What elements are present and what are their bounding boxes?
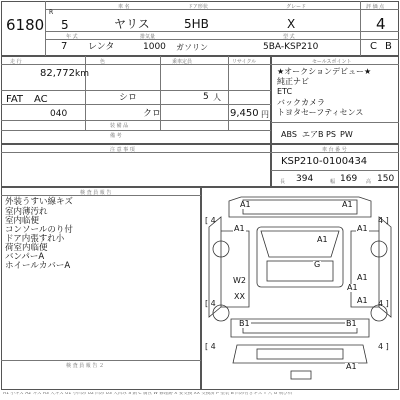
header-label-doors: ドア形状 — [188, 4, 208, 10]
score: 4 — [376, 15, 386, 33]
mark-a1-left-front: A1 — [234, 224, 245, 233]
comment-8: ホイールカバーA — [5, 261, 71, 271]
label-chassis: 車 台 番 号 — [322, 147, 347, 153]
label-size-h: 高 — [366, 179, 372, 185]
equip-abs: ABS — [281, 130, 297, 139]
comment-4: コンソールのり付 — [5, 225, 73, 235]
label-recycle: リサイクル — [232, 59, 257, 65]
bracket-tl: [ 4 — [205, 216, 216, 225]
grade: X — [287, 17, 296, 31]
mileage-value: 82,772 — [40, 68, 75, 79]
mileage-unit: km — [75, 69, 89, 79]
mark-w2: W2 — [233, 276, 246, 285]
model-year: 5 — [61, 18, 69, 32]
engine-cc: 1000 — [143, 42, 166, 52]
comment-1: 外装うすい線キズ — [5, 197, 73, 207]
model-code: 5BA-KSP210 — [263, 42, 319, 52]
equip-ps: PS — [326, 130, 336, 139]
width-value: 169 — [340, 174, 358, 184]
mark-b1-left: B1 — [239, 319, 250, 328]
recycle-fee: 9,450 — [230, 108, 259, 119]
mark-xx: XX — [234, 292, 245, 301]
footer-legend: A1 小キズ A2 キズ A3 大キズ U1 小凹み U2 凹み U3 大凹み S 錆 C 腐食 W 修理跡 X 要交換 XX 交換済 P 塗装 B 凹み付きキズ Y 穴 G 飛び石 — [3, 392, 293, 396]
sales-point-3: ETC — [277, 87, 293, 96]
equip-airbag: エアB — [302, 130, 324, 139]
mark-a1-right-front: A1 — [357, 224, 368, 233]
comment-6: 荷室内临便 — [5, 243, 48, 253]
bracket-tr: 4 ] — [378, 216, 389, 225]
comment-3: 室内临便 — [5, 216, 40, 226]
comment-5: ドア内張すれ小 — [5, 234, 65, 244]
label-sales-points: セールスポイント — [312, 59, 352, 65]
label-section-bottom: 検 査 員 報 告 ２ — [66, 363, 104, 369]
mark-a1-roof-right: A1 — [342, 200, 353, 209]
sales-point-2: 純正ナビ — [277, 77, 309, 86]
doors-body: 5HB — [184, 17, 209, 31]
mark-g: G — [314, 260, 321, 269]
sales-point-5: トヨタセーフティセンス — [277, 108, 364, 117]
car-rear-view — [233, 345, 367, 363]
car-diagram-svg — [201, 187, 399, 390]
interior-grade: C — [370, 41, 377, 52]
label-size-w: 幅 — [330, 179, 336, 185]
header-label-color-code: 年 式 — [66, 34, 78, 40]
comment-2: 室内薄汚れ — [5, 207, 48, 217]
seats-unit: 人 — [213, 93, 221, 102]
model-name: ヤリス — [114, 17, 150, 31]
label-mileage: 走 行 — [10, 59, 22, 65]
label-section3: 備 考 — [110, 133, 122, 139]
lot-number: 6180 — [6, 16, 45, 34]
mark-a1-right-2: A1 — [347, 283, 358, 292]
bracket-br: 4 ] — [378, 342, 389, 351]
color-code: レンタ — [88, 42, 115, 52]
ac: AC — [34, 94, 48, 105]
height-value: 150 — [377, 174, 395, 184]
header-label-score: 評 価 点 — [366, 4, 385, 10]
label-size-l: 長 — [280, 179, 286, 185]
cabin — [267, 261, 333, 281]
sales-point-4: バックカメラ — [277, 98, 325, 107]
bracket-ml: [ 4 — [205, 299, 216, 308]
length-value: 394 — [296, 174, 314, 184]
mark-a1-right-3: A1 — [357, 296, 368, 305]
rear-window — [243, 323, 357, 333]
mark-a1-bottom: A1 — [346, 362, 357, 371]
label-color: 色 — [100, 59, 106, 65]
fuel: ガソリン — [176, 43, 208, 52]
header-label-cc: 排気量 — [140, 34, 156, 40]
mark-a1-roof-left: A1 — [240, 200, 251, 209]
sales-point-1: ★オークションデビュー★ — [277, 67, 372, 76]
mark-b1-right: B1 — [346, 319, 357, 328]
color-number: 040 — [50, 109, 68, 119]
bracket-bl: [ 4 — [205, 342, 216, 351]
month: 7 — [61, 41, 68, 52]
header-label-model-code: 型 式 — [283, 34, 295, 40]
remarks-section — [1, 144, 271, 187]
equip-pw: PW — [340, 130, 353, 139]
bracket-mr: 4 ] — [378, 299, 389, 308]
chassis-number: KSP210-0100434 — [281, 156, 368, 167]
exterior-grade: B — [385, 41, 392, 52]
label-section2: 装 備 品 — [110, 123, 129, 129]
color-value: シロ — [119, 93, 138, 103]
seats-value: 5 — [203, 92, 209, 102]
label-seats: 乗車定員 — [172, 59, 193, 65]
year-prefix: R — [49, 9, 54, 16]
mark-a1-right-1: A1 — [357, 273, 368, 282]
label-remarks: 注 意 事 項 — [110, 147, 135, 153]
mark-a1-hood-right: A1 — [317, 235, 328, 244]
inner-color: クロ — [143, 109, 162, 119]
recycle-unit: 円 — [261, 110, 269, 119]
header-label-grade: グレード — [286, 4, 307, 10]
transmission: FAT — [6, 94, 24, 105]
comment-7: バンパーA — [5, 252, 45, 262]
label-inspector-comments: 検 査 員 報 告 — [80, 190, 112, 196]
windshield — [243, 200, 357, 214]
header-label-model: 車 名 — [118, 4, 130, 10]
